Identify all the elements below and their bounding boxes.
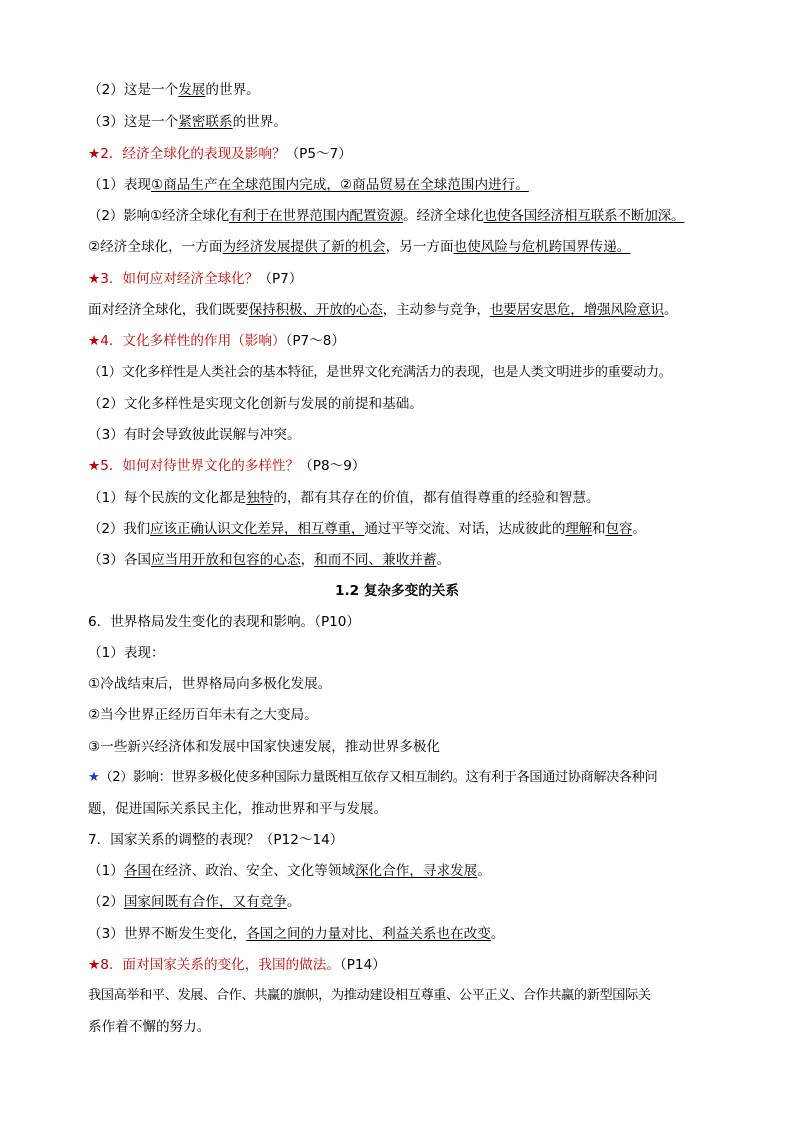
question-heading: ★8．面对国家关系的变化，我国的做法。（P14）: [88, 957, 386, 973]
text-line: （1）各国在经济、政治、安全、文化等领域深化合作，寻求发展。: [88, 863, 491, 879]
star-icon: ★: [88, 271, 101, 287]
star-icon: ★: [88, 458, 101, 474]
text-line: ②当今世界正经历百年未有之大变局。: [88, 707, 318, 723]
question-heading: ★3．如何应对经济全球化？（P7）: [88, 271, 303, 287]
text-line: 面对经济全球化，我们既要保持积极、开放的心态，主动参与竞争，也要居安思危，增强风险意识。: [88, 302, 678, 318]
question-heading: ★2．经济全球化的表现及影响？（P5～7）: [88, 146, 352, 162]
text-line: 系作着不懈的努力。: [88, 1019, 211, 1035]
question-heading: 6．世界格局发生变化的表现和影响。（P10）: [88, 614, 361, 630]
text-line: （1）表现：: [88, 645, 165, 661]
text-line: （3）有时会导致彼此误解与冲突。: [88, 427, 301, 443]
question-heading: ★4．文化多样性的作用（影响）（P7～8）: [88, 333, 346, 349]
text-line: （1）表现①商品生产在全球范围内完成，②商品贸易在全球范围内进行。: [88, 177, 529, 193]
question-heading: ★5．如何对待世界文化的多样性？（P8～9）: [88, 458, 366, 474]
text-line: （2）文化多样性是实现文化创新与发展的前提和基础。: [88, 396, 423, 412]
star-icon: ★: [88, 770, 100, 785]
text-line: （3）各国应当用开放和包容的心态，和而不同、兼收并蓄。: [88, 552, 451, 568]
text-line: 我国高举和平、发展、合作、共赢的旗帜，为推动建设相互尊重、公平正义、合作共赢的新型国际关: [88, 988, 651, 1003]
text-line: （1）每个民族的文化都是独特的，都有其存在的价值，都有值得尊重的经验和智慧。: [88, 490, 600, 506]
text-line: ②经济全球化，一方面为经济发展提供了新的机会，另一方面也使风险与危机跨国界传递。: [88, 239, 631, 255]
text-line: （2）国家间既有合作，又有竞争。: [88, 894, 301, 910]
text-line: （2）我们应该正确认识文化差异，相互尊重，通过平等交流、对话，达成彼此的理解和包容。: [88, 521, 646, 537]
question-heading: 7．国家关系的调整的表现？（P12～14）: [88, 832, 344, 848]
text-line: 题，促进国际关系民主化，推动世界和平与发展。: [88, 801, 388, 817]
text-line: ★（2）影响：世界多极化使多种国际力量既相互依存又相互制约。这有利于各国通过协商解决各种问: [88, 770, 658, 785]
text-line: （1）文化多样性是人类社会的基本特征，是世界文化充满活力的表现，也是人类文明进步的重要动力。: [88, 365, 672, 380]
text-line: （3）这是一个紧密联系的世界。: [88, 114, 287, 130]
star-icon: ★: [88, 957, 101, 973]
star-icon: ★: [88, 146, 101, 162]
text-line: （3）世界不断发生变化，各国之间的力量对比、利益关系也在改变。: [88, 926, 505, 942]
text-line: ③一些新兴经济体和发展中国家快速发展，推动世界多极化: [88, 739, 441, 755]
text-line: （2）影响①经济全球化有利于在世界范围内配置资源。经济全球化也使各国经济相互联系不断加深。: [88, 208, 685, 224]
text-line: （2）这是一个发展的世界。: [88, 82, 260, 98]
star-icon: ★: [88, 333, 101, 349]
text-line: ①冷战结束后，世界格局向多极化发展。: [88, 676, 332, 692]
section-title: 1.2 复杂多变的关系: [335, 583, 459, 599]
